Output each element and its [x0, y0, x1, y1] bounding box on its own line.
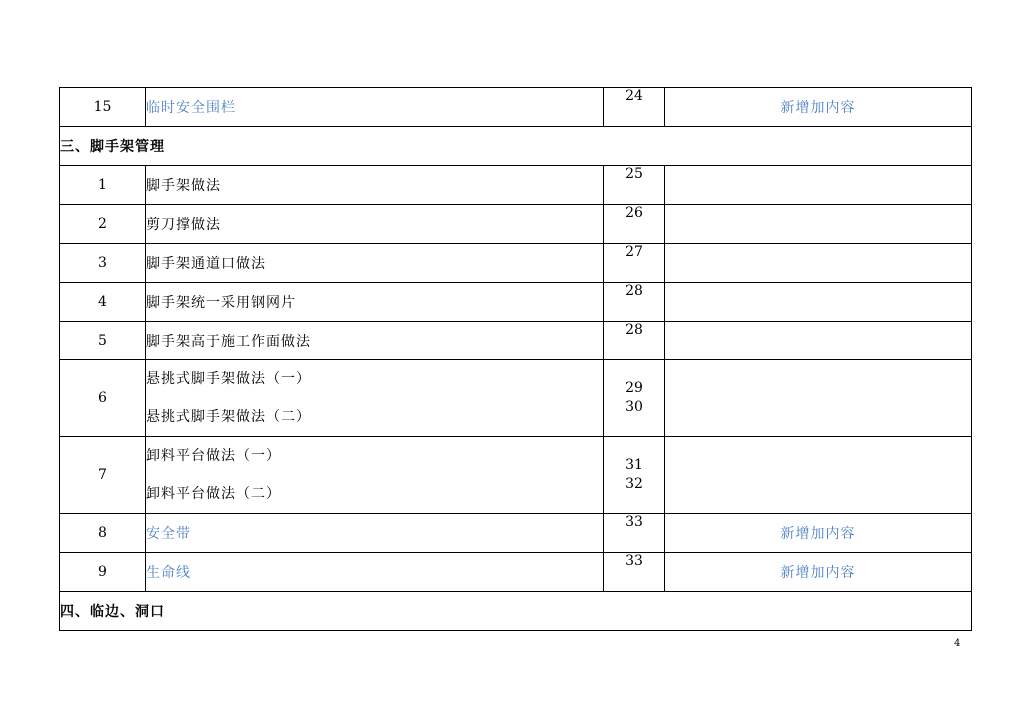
item-note: [665, 322, 972, 360]
item-number: 6: [60, 360, 146, 437]
item-title-group: [146, 360, 604, 437]
item-title: 临时安全围栏: [146, 88, 604, 127]
toc-row: [60, 360, 972, 437]
toc-row: [60, 437, 972, 514]
item-number: 9: [60, 553, 146, 592]
item-title: 剪刀撑做法: [146, 205, 604, 244]
item-note: [665, 205, 972, 244]
item-number: 5: [60, 322, 146, 360]
item-note: [665, 437, 972, 514]
item-title: 脚手架做法: [146, 166, 604, 205]
item-title: 卸料平台做法（一）: [146, 448, 281, 464]
item-note: [665, 244, 972, 283]
section-heading: 四、临边、洞口: [60, 592, 972, 631]
item-number: 1: [60, 166, 146, 205]
item-number: 3: [60, 244, 146, 283]
page-ref: 26: [604, 205, 665, 244]
item-title: 生命线: [146, 553, 604, 592]
section-row: [60, 127, 972, 166]
item-title: 悬挑式脚手架做法（二）: [146, 409, 311, 425]
page-ref: 28: [604, 283, 665, 322]
item-note: [665, 166, 972, 205]
page-ref: 24: [604, 88, 665, 127]
section-heading: 三、脚手架管理: [60, 127, 972, 166]
item-number: 4: [60, 283, 146, 322]
item-note: [665, 283, 972, 322]
page-ref: 25: [604, 166, 665, 205]
item-note: [665, 360, 972, 437]
item-title: 脚手架通道口做法: [146, 244, 604, 283]
page-ref-group: [604, 437, 665, 514]
page-ref: 29: [625, 380, 643, 396]
toc-row: [60, 553, 972, 592]
toc-row: [60, 244, 972, 283]
page-ref: 33: [604, 553, 665, 592]
toc-row: [60, 322, 972, 360]
page-ref: 28: [604, 322, 665, 360]
page-ref: 33: [604, 514, 665, 553]
page-ref: 32: [625, 476, 643, 492]
item-number: 2: [60, 205, 146, 244]
item-note: 新增加内容: [665, 88, 972, 127]
item-title: 悬挑式脚手架做法（一）: [146, 371, 311, 387]
item-number: 15: [60, 88, 146, 127]
page-ref: 30: [625, 399, 643, 415]
section-row: [60, 592, 972, 631]
item-title: 安全带: [146, 514, 604, 553]
item-title: 脚手架高于施工作面做法: [146, 322, 604, 360]
item-number: 8: [60, 514, 146, 553]
item-title: 脚手架统一采用钢网片: [146, 283, 604, 322]
toc-row: [60, 283, 972, 322]
item-note: 新增加内容: [665, 514, 972, 553]
item-note: 新增加内容: [665, 553, 972, 592]
toc-row: [60, 88, 972, 127]
page-ref: 27: [604, 244, 665, 283]
page-ref: 31: [625, 457, 643, 473]
item-title-group: [146, 437, 604, 514]
item-title: 卸料平台做法（二）: [146, 486, 281, 502]
toc-row: [60, 166, 972, 205]
page-number: 4: [954, 638, 961, 649]
toc-row: [60, 514, 972, 553]
item-number: 7: [60, 437, 146, 514]
toc-table: [59, 87, 972, 631]
toc-row: [60, 205, 972, 244]
page-ref-group: [604, 360, 665, 437]
